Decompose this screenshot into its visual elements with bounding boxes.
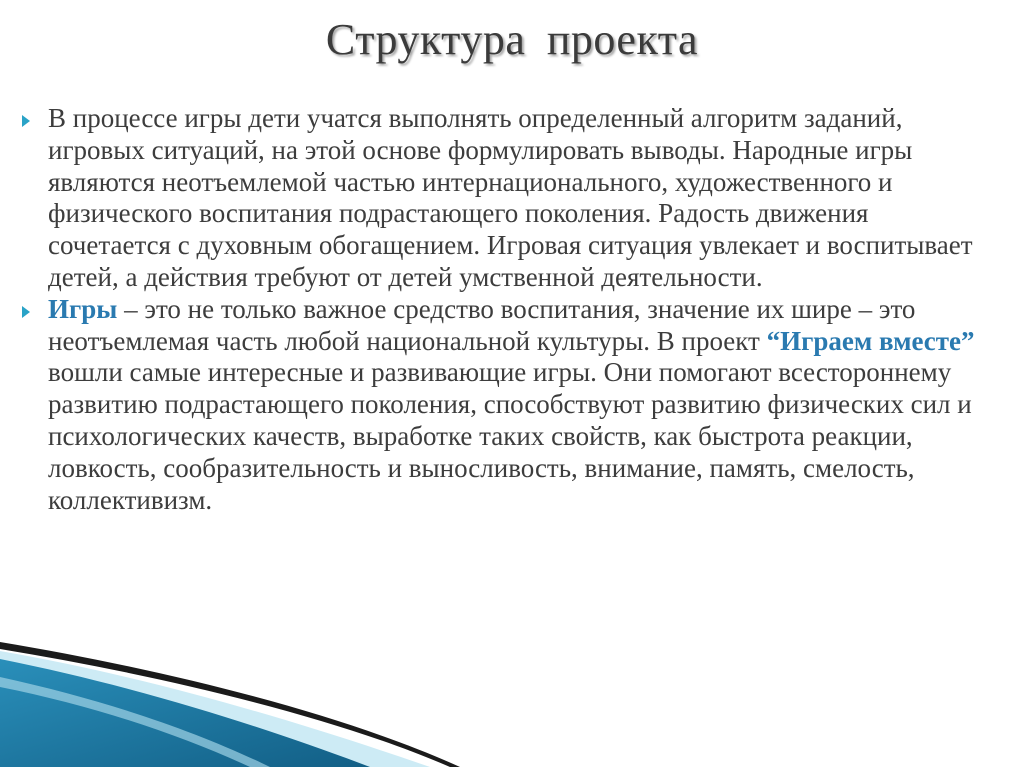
bullet-1-text: В процессе игры дети учатся выполнять определенный алгоритм заданий, игровых ситуаций, на этой основе формулировать выводы. Народные игры являются неотъемлемой частью интернационального, художественного и физического воспитания подрастающего поколения. Радость движения сочетается с духовным обогащением. Игровая ситуация увлекает и воспитывает детей, а действия требуют от детей умственной деятельности.: [48, 103, 973, 292]
bullet-2-text-a: – это не только важное средство воспитания, значение их шире – это неотъемлемая часть любой национальной культуры. В проект: [48, 293, 916, 356]
bullet-2-text-b: вошли самые интересные и развивающие игры. Они помогают всестороннему развитию подрастающего поколения, способствуют развитию физических сил и психологических качеств, выработке таких свойств, как быстрота реакции, ловкость, сообразительность и выносливость, внимание, память, смелость, коллективизм.: [48, 357, 972, 515]
project-name: “Играем вместе”: [766, 325, 975, 356]
decorative-wave: [0, 637, 1024, 767]
triangle-right-icon: [22, 115, 30, 127]
slide-title: Структура проекта: [325, 15, 699, 64]
wave-blue-band: [0, 659, 370, 767]
slide-body: [22, 103, 982, 516]
bullet-item-1: [22, 103, 982, 294]
triangle-right-icon: [22, 306, 30, 318]
bullet-item-2: [22, 294, 982, 517]
bullet-2-highlight: Игры: [48, 293, 118, 324]
